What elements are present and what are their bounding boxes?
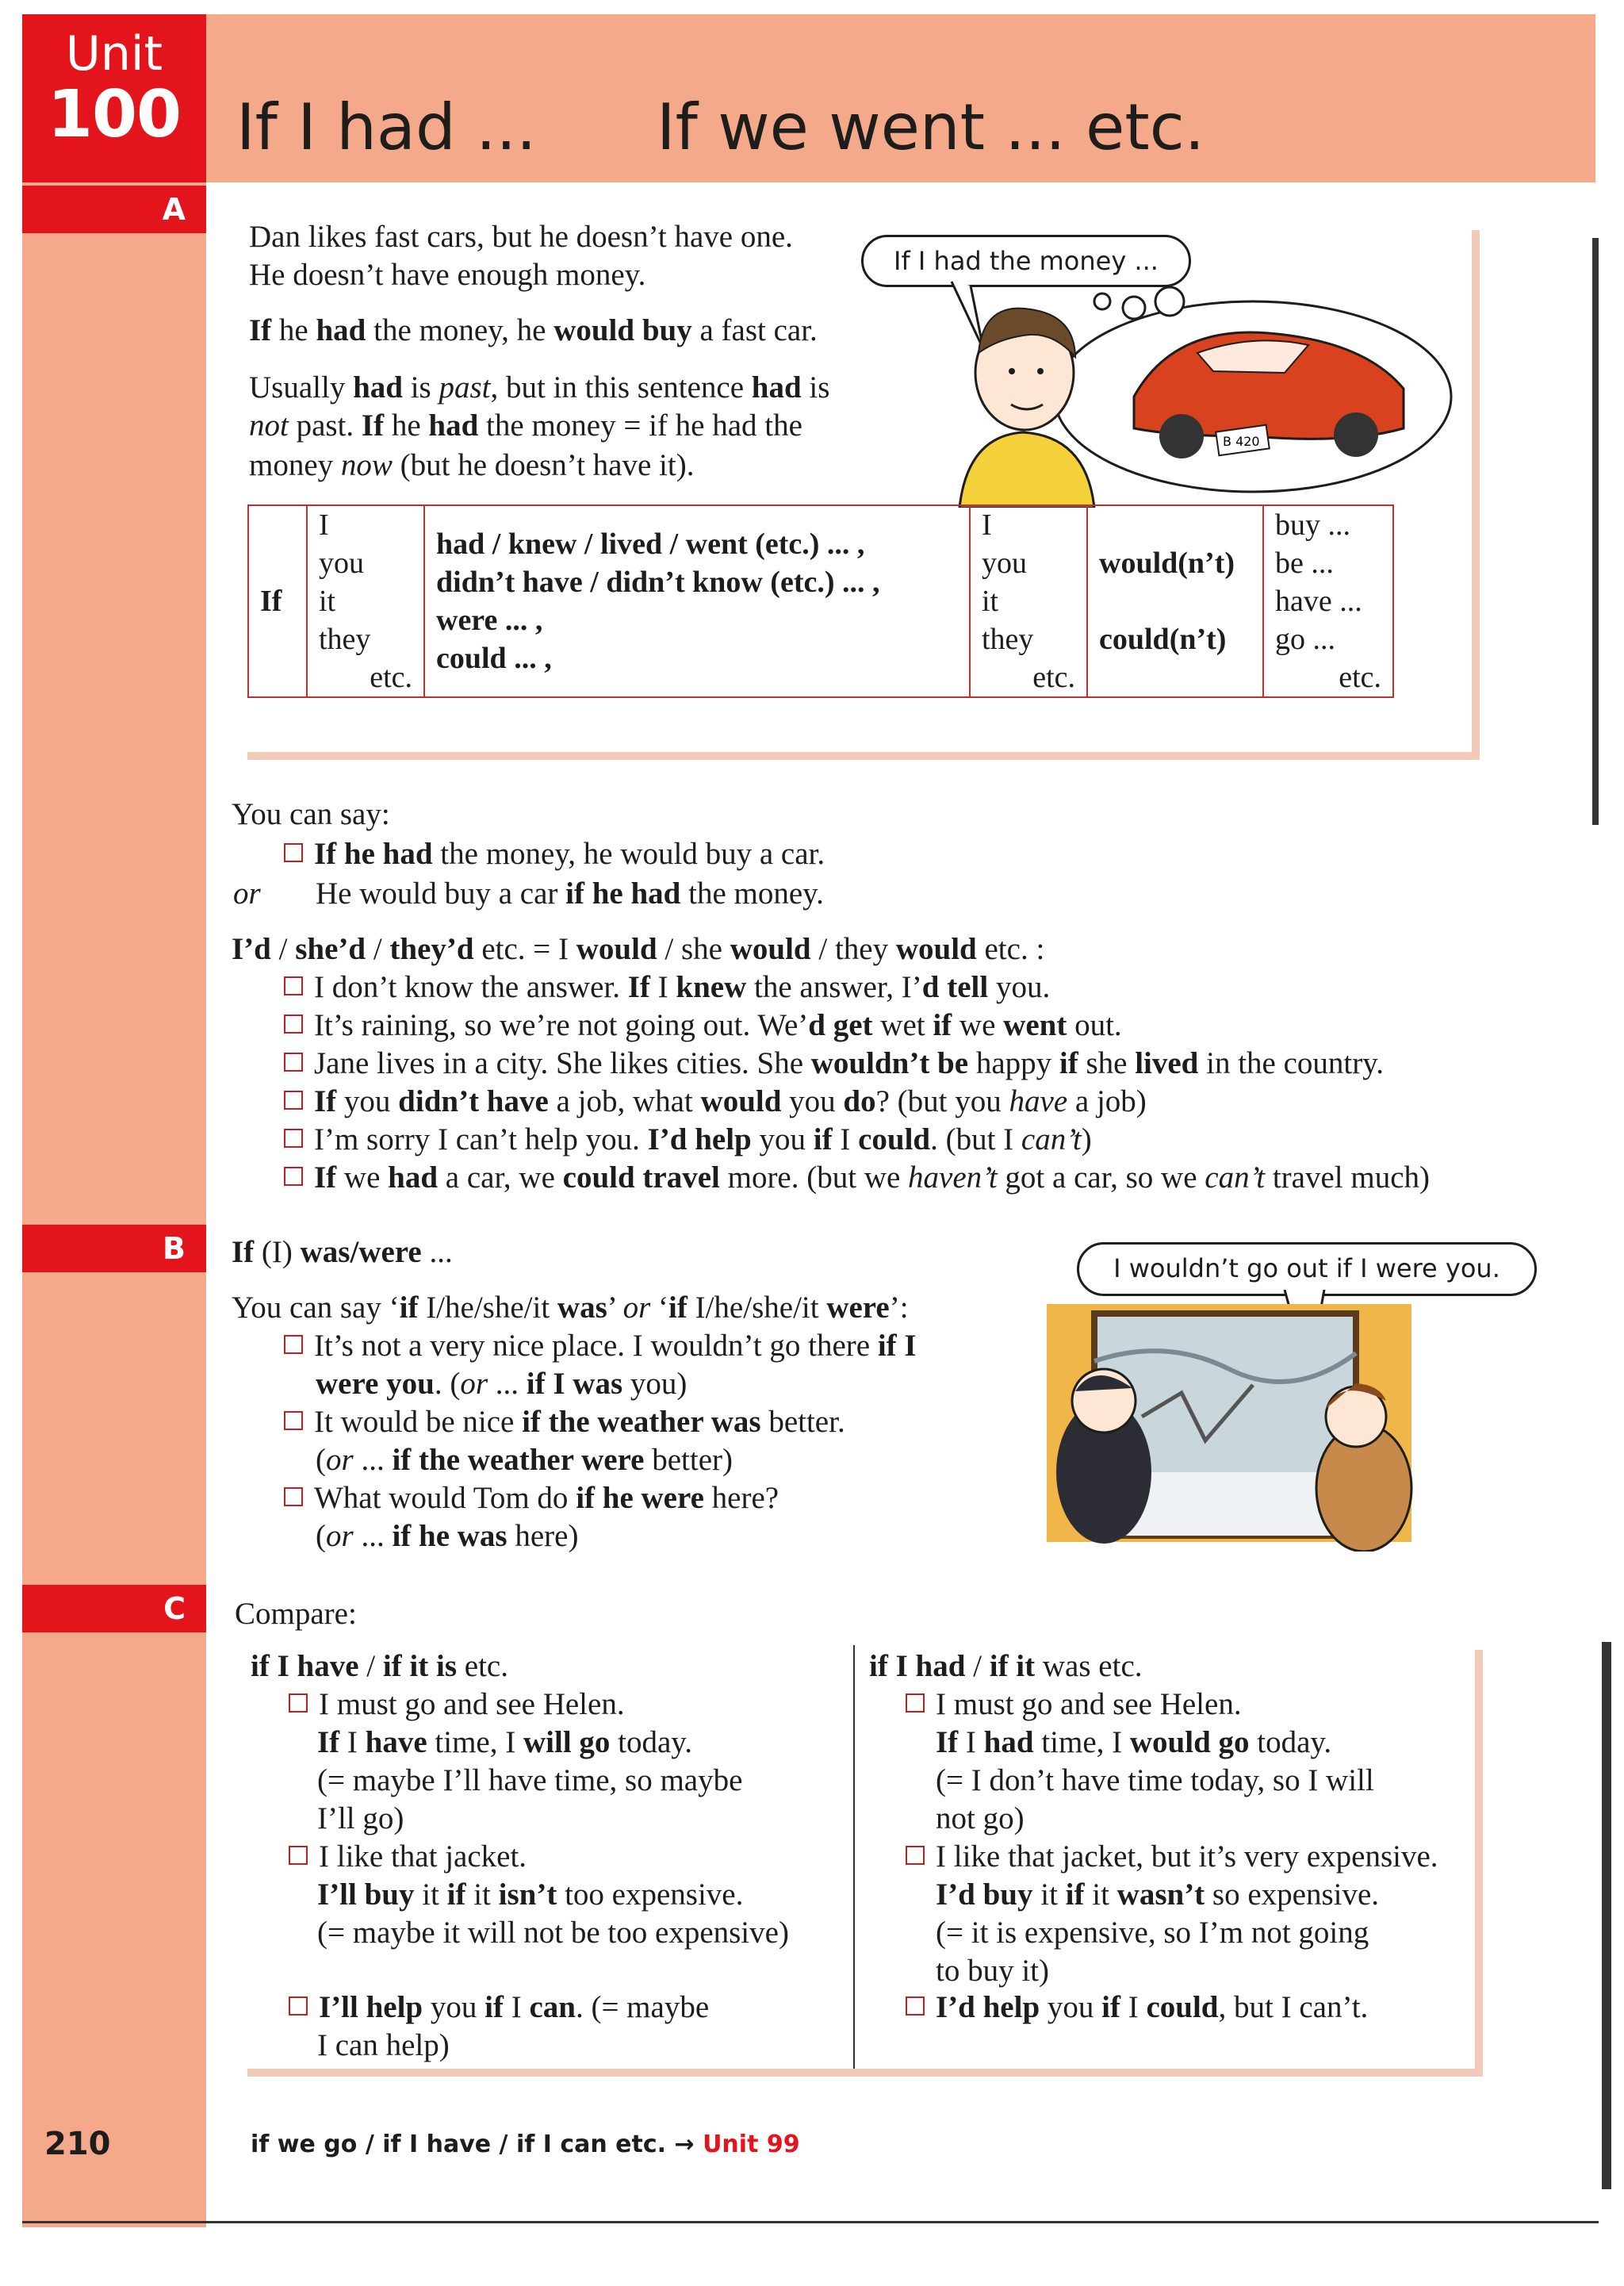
checkbox-icon [284,1411,303,1430]
grammar-table [247,504,1394,698]
c-right-r7: (= it is expensive, so I’m not going [936,1916,1369,1950]
a2-ex4: If you didn’t have a job, what would you do? (but you have a job) [284,1082,1147,1122]
c-right-r6: I’d buy it if it wasn’t so expensive. [936,1878,1380,1912]
b-ex3: What would Tom do if he were here? [284,1479,779,1518]
compare-label: Compare: [235,1597,357,1631]
you-can-say: You can say: [232,797,390,831]
c-left-l2: If I have time, I will go today. [317,1725,693,1759]
unit-number: 100 [47,77,182,152]
right-edge-bar-lower [1602,1642,1611,2189]
a-line1: Dan likes fast cars, but he doesn’t have one. [249,220,793,254]
checkbox-icon [284,1015,303,1034]
checkbox-icon [284,1167,303,1186]
c-right-r4: not go) [936,1801,1025,1835]
dan-car-illustration [936,278,1459,508]
a2-or: or [233,876,261,911]
checkbox-icon [284,1053,303,1072]
a-line2: He doesn’t have enough money. [249,258,646,292]
c-right-r2: If I had time, I would go today. [936,1725,1332,1759]
page-title-part2: If we went ... etc. [657,90,1205,164]
section-label-c: C [22,1585,206,1632]
compare-divider [853,1645,855,2069]
cross-reference[interactable]: if we go / if I have / if I can etc. → Unit 99 [251,2131,800,2158]
table-modals: would(n’t) could(n’t) [1087,505,1263,697]
c-left-l7: (= maybe it will not be too expensive) [317,1916,789,1950]
checkbox-icon [284,1487,303,1506]
c-right-r3: (= I don’t have time today, so I will [936,1763,1374,1797]
table-subjects: I you it they etc. [307,505,424,697]
page-header [206,14,1595,182]
c-left-heading: if I have / if it is etc. [251,1649,508,1683]
page-number: 210 [44,2126,111,2162]
c-right-r5: I like that jacket, but it’s very expensive. [906,1837,1438,1877]
checkbox-icon [284,1129,303,1148]
c-right-heading: if I had / if it was etc. [869,1649,1143,1683]
page-sidebar [22,14,206,2227]
a-line4: Usually had is past, but in this sentence had is [249,370,830,405]
c-right-r9: I’d help you if I could, but I can’t. [906,1988,1368,2027]
contraction-rule: I’d / she’d / they’d etc. = I would / she would / they would etc. : [232,932,1045,966]
panel-a-shadow-right [1472,230,1480,760]
checkbox-icon [906,1996,925,2016]
checkbox-icon [284,976,303,995]
checkbox-icon [906,1693,925,1713]
checkbox-icon [289,1996,308,2016]
a2-ex2: It’s raining, so we’re not going out. We’d get wet if we went out. [284,1006,1122,1045]
c-left-l4: I’ll go) [317,1801,404,1835]
unit-badge [22,14,206,182]
a2-ex6: If we had a car, we could travel more. (but we haven’t got a car, so we can’t travel much) [284,1158,1430,1198]
b-ex3-cont: (or ... if he was here) [316,1519,579,1553]
a2-ex3: Jane lives in a city. She likes cities. She wouldn’t be happy if she lived in the country. [284,1044,1384,1084]
checkbox-icon [906,1846,925,1865]
panel-a-shadow [247,752,1480,760]
table-past-verbs: had / knew / lived / went (etc.) ... , didn’t have / didn’t know (etc.) ... , were ... , could ... , [424,505,970,697]
table-if: If [248,505,307,697]
c-left-l3: (= maybe I’ll have time, so maybe [317,1763,743,1797]
c-left-l5: I like that jacket. [289,1837,527,1877]
b-ex2: It would be nice if the weather was better. [284,1402,845,1442]
section-label-a: A [22,186,206,233]
c-left-l8: I’ll help you if I can. (= maybe [289,1988,709,2027]
c-left-l6: I’ll buy it if it isn’t too expensive. [317,1878,744,1912]
right-edge-bar [1592,238,1599,825]
checkbox-icon [289,1846,308,1865]
c-right-r1: I must go and see Helen. [906,1685,1242,1724]
bottom-rule [22,2221,1599,2223]
table-subjects-2: I you it they etc. [970,505,1087,697]
checkbox-icon [289,1693,308,1713]
checkbox-icon [284,1335,303,1354]
page-title-part1: If I had ... [236,90,537,164]
unit-99-link[interactable]: Unit 99 [703,2131,800,2158]
a-line3: If he had the money, he would buy a fast car. [249,313,818,347]
b-ex1: It’s not a very nice place. I wouldn’t go there if I [284,1326,917,1366]
speech-bubble-wouldnt-go: I wouldn’t go out if I were you. [1077,1242,1537,1296]
c-left-l1: I must go and see Helen. [289,1685,625,1724]
window-storm-illustration [1047,1290,1419,1551]
c-left-l9: I can help) [317,2028,450,2062]
checkbox-icon [284,843,303,862]
unit-label: Unit [65,26,163,82]
b-line1: You can say ‘if I/he/she/it was’ or ‘if I/he/she/it were’: [232,1291,909,1325]
panel-c-shadow [247,2069,1483,2077]
number-plate: B 420 [1223,434,1260,449]
section-label-b: B [22,1225,206,1272]
b-ex2-cont: (or ... if the weather were better) [316,1443,733,1477]
c-right-r8: to buy it) [936,1954,1049,1988]
b-heading: If (I) was/were ... [232,1235,453,1269]
a2-example-2: He would buy a car if he had the money. [316,876,824,911]
a-line5: not past. If he had the money = if he had the [249,408,802,443]
a2-ex1: I don’t know the answer. If I knew the answer, I’d tell you. [284,968,1050,1007]
panel-c-shadow-right [1475,1650,1483,2077]
checkbox-icon [284,1091,303,1110]
a2-ex5: I’m sorry I can’t help you. I’d help you if I could. (but I can’t) [284,1120,1092,1160]
a2-example-1: If he had the money, he would buy a car. [284,834,825,874]
table-main-verbs: buy ... be ... have ... go ... etc. [1263,505,1393,697]
thought-bubble-money: If I had the money ... [861,235,1191,287]
a-line6: money now (but he doesn’t have it). [249,448,695,482]
b-ex1-cont: were you. (or ... if I was you) [316,1367,688,1401]
